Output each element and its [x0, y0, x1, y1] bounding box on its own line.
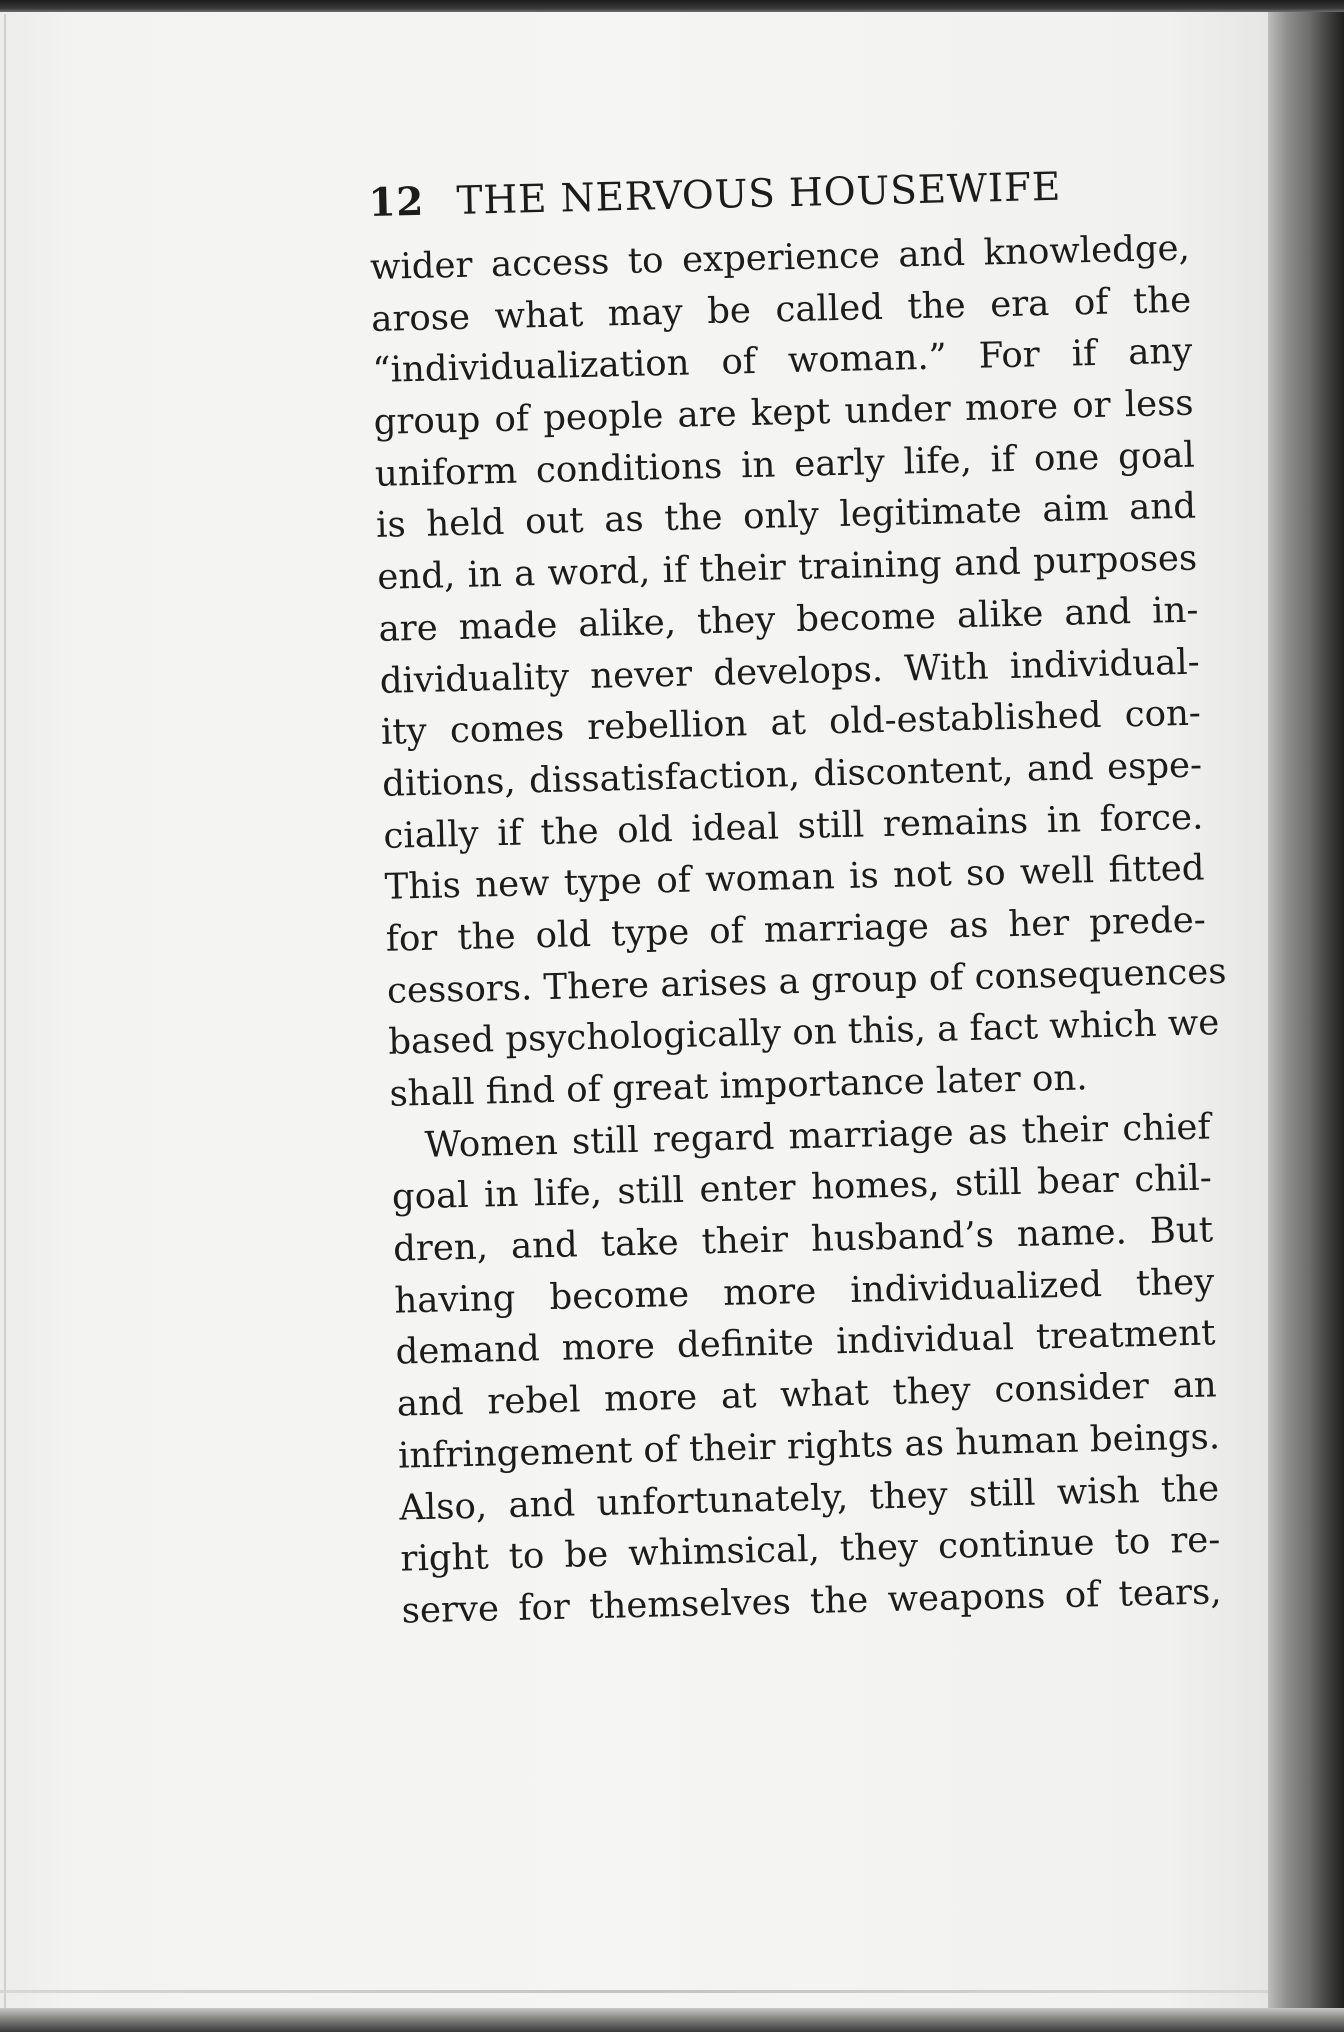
paragraph-1	[369, 223, 1227, 1121]
scan-bottom-edge	[0, 2008, 1344, 2032]
text-line: having become more individualized they	[393, 1261, 1215, 1322]
text-line: ity comes rebellion at old-established con-	[380, 692, 1202, 754]
scan-bottom-rule	[0, 1990, 1268, 1993]
text-line: group of people are kept under more or less	[373, 382, 1194, 443]
text-line: uniform conditions in early life, if one goal	[374, 434, 1196, 495]
text-line: “individualization of woman.” For if any	[372, 331, 1193, 392]
page-gutter-shadow	[1268, 12, 1344, 2032]
text-line: based psychologically on this, a fact which we	[387, 1002, 1220, 1064]
text-line: arose what may be called the era of the	[370, 279, 1192, 340]
text-line: for the old type of marriage as her prede-	[385, 899, 1207, 960]
text-line: Women still regard marriage as their chief	[424, 1106, 1212, 1166]
paragraph-2	[390, 1101, 1222, 1637]
text-line: and rebel more at what they consider an	[396, 1364, 1218, 1425]
text-line: dren, and take their husband’s name. But	[392, 1209, 1214, 1270]
text-line: ditions, dissatisfaction, discontent, and espe-	[381, 744, 1203, 805]
text-line: Also, and unfortunately, they still wish the	[398, 1467, 1220, 1529]
text-line: goal in life, still enter homes, still bear chil-	[391, 1157, 1213, 1219]
text-line: cially if the old ideal still remains in force.	[382, 796, 1204, 857]
text-line: This new type of woman is not so well fitted	[384, 847, 1205, 909]
text-line: wider access to experience and knowledge,	[369, 227, 1191, 288]
text-line: cessors. There arises a group of consequences	[386, 950, 1227, 1012]
text-line: dividuality never develops. With individual-	[379, 641, 1201, 702]
text-line: right to be whimsical, they continue to re-	[400, 1519, 1221, 1580]
text-line: infringement of their rights as human beings.	[397, 1416, 1221, 1477]
text-line: demand more definite individual treatment	[395, 1312, 1216, 1374]
scan-left-edge-line	[4, 14, 6, 2024]
text-line: end, in a word, if their training and purposes	[376, 537, 1198, 599]
text-line: shall find of great importance later on.	[389, 1057, 1088, 1115]
book-title-header: THE NERVOUS HOUSEWIFE	[455, 164, 1062, 224]
text-block	[368, 161, 1227, 1637]
page-number: 12	[368, 178, 425, 226]
text-line: is held out as the only legitimate aim and	[375, 486, 1197, 547]
text-line: are made alike, they become alike and in-	[378, 589, 1199, 650]
text-line: serve for themselves the weapons of tears,	[401, 1571, 1222, 1632]
